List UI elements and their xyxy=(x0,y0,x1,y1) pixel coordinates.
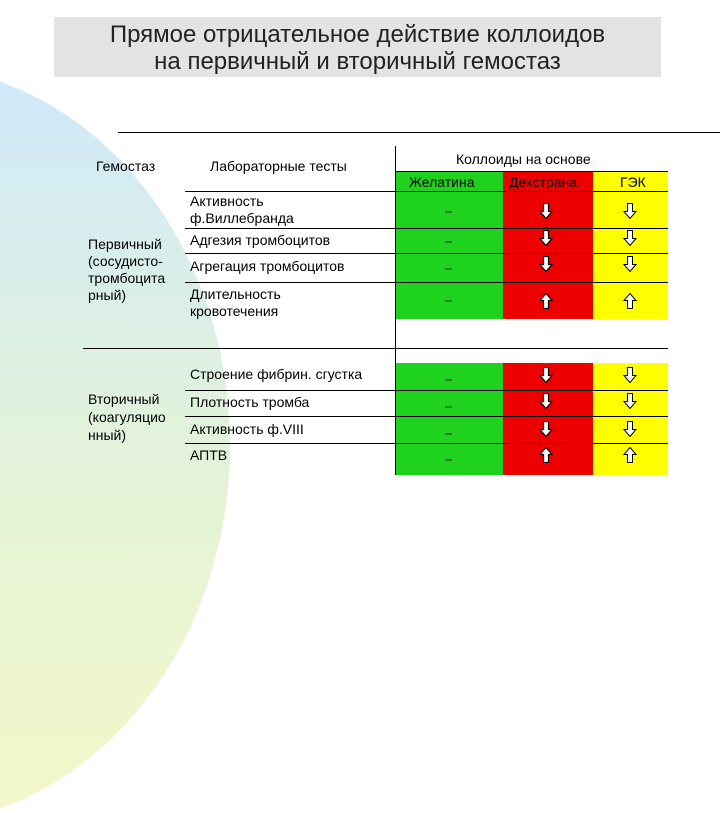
test-bleeding-line-2: кровотечения xyxy=(190,303,279,319)
down-arrow-icon xyxy=(623,230,637,251)
down-arrow-icon xyxy=(623,421,637,442)
test-thrombus-density: Плотность тромба xyxy=(190,394,310,410)
header-colloids: Коллоиды на основе xyxy=(456,151,591,167)
row-divider-2 xyxy=(185,253,668,254)
section-divider xyxy=(83,348,668,349)
down-arrow-icon xyxy=(539,421,553,442)
row-divider-1 xyxy=(185,228,668,229)
table-top-rule xyxy=(118,132,720,133)
gelatin-effect-mark: – xyxy=(445,452,452,466)
gelatin-effect-mark: – xyxy=(445,204,452,218)
primary-label-line-2: (сосудисто- xyxy=(88,253,163,269)
gelatin-effect-mark: – xyxy=(445,234,452,248)
slide-title-line-1: Прямое отрицательное действие коллоидов xyxy=(109,21,606,48)
down-arrow-icon xyxy=(623,393,637,414)
gelatin-effect-mark: – xyxy=(445,426,452,440)
test-bleeding-line-1: Длительность xyxy=(190,286,281,302)
test-vwf-line-2: ф.Виллебранда xyxy=(190,210,294,226)
header-lab-tests: Лабораторные тесты xyxy=(210,158,347,174)
colloid-subheader-rule xyxy=(396,171,668,172)
row-divider-6 xyxy=(185,443,668,444)
secondary-label-line-2: (коагуляцио xyxy=(88,409,166,425)
up-arrow-icon xyxy=(539,447,553,468)
colloid-column-rule xyxy=(395,146,396,475)
header-hes: ГЭК xyxy=(620,174,646,190)
header-dextran: Декстрана xyxy=(509,174,578,190)
down-arrow-icon xyxy=(623,203,637,224)
gelatin-effect-mark: – xyxy=(445,261,452,275)
test-aptt: АПТВ xyxy=(190,447,228,463)
test-aggregation: Агрегация тромбоцитов xyxy=(190,258,345,274)
secondary-label-line-3: нный) xyxy=(88,427,127,443)
row-divider-5 xyxy=(185,416,668,417)
down-arrow-icon xyxy=(539,230,553,251)
down-arrow-icon xyxy=(623,367,637,388)
background-decoration xyxy=(0,65,230,825)
gelatin-effect-mark: – xyxy=(445,372,452,386)
test-factor-viii: Активность ф.VIII xyxy=(190,421,304,437)
down-arrow-icon xyxy=(623,256,637,277)
row-divider-4 xyxy=(185,390,668,391)
up-arrow-icon xyxy=(623,447,637,468)
gelatin-effect-mark: – xyxy=(445,293,452,307)
header-bottom-rule xyxy=(185,191,668,192)
test-adhesion: Адгезия тромбоцитов xyxy=(190,232,331,248)
secondary-label-line-1: Вторичный xyxy=(88,391,160,407)
up-arrow-icon xyxy=(539,293,553,314)
down-arrow-icon xyxy=(539,203,553,224)
test-vwf-line-1: Активность xyxy=(190,193,264,209)
primary-label-line-1: Первичный xyxy=(88,236,162,252)
down-arrow-icon xyxy=(539,256,553,277)
header-gelatin: Желатина xyxy=(409,174,475,190)
up-arrow-icon xyxy=(623,293,637,314)
primary-label-line-3: тромбоцита xyxy=(88,270,166,286)
test-fibrin-clot: Строение фибрин. сгустка xyxy=(190,366,363,382)
primary-label-line-4: рный) xyxy=(88,287,127,303)
gelatin-effect-mark: – xyxy=(445,399,452,413)
row-divider-3 xyxy=(185,282,668,283)
down-arrow-icon xyxy=(539,393,553,414)
header-hemostasis: Гемостаз xyxy=(96,158,156,174)
slide-title-line-2: на первичный и вторичный гемостаз xyxy=(154,48,561,75)
down-arrow-icon xyxy=(539,367,553,388)
